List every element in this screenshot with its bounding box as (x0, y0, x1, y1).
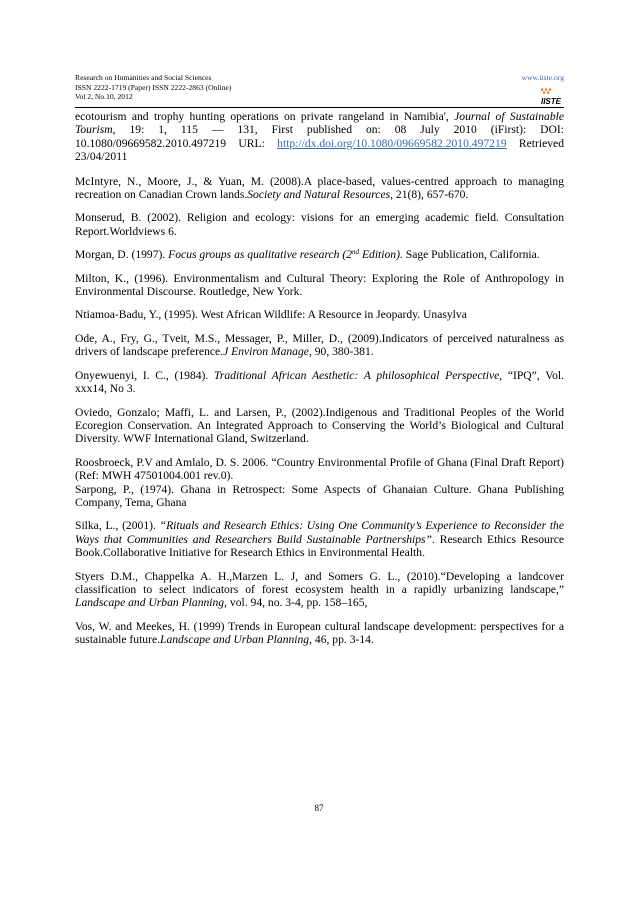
page-header (75, 73, 564, 106)
reference-item: Vos, W. and Meekes, H. (1999) Trends in European cultural landscape development: perspectives for a sustainable future.Landscape and Urban Planning, 46, pp. 3-14. (75, 619, 564, 647)
iiste-logo-icon (540, 88, 562, 106)
reference-item: McIntyre, N., Moore, J., & Yuan, M. (2008).A place-based, values-centred approach to managing recreation on Canadian Crown lands.Society and Natural Resources, 21(8), 657-670. (75, 174, 564, 202)
journal-volume: Vol 2, No.10, 2012 (75, 92, 133, 102)
reference-item: Oviedo, Gonzalo; Maffi, L. and Larsen, P., (2002).Indigenous and Traditional Peoples of the World Ecoregion Conservation. An Integrated Approach to Conserving the World’s Biological and Cultural Diversity. WWF International Gland, Switzerland. (75, 405, 564, 446)
reference-item: Onyewuenyi, I. C., (1984). Traditional African Aesthetic: A philosophical Perspective, “IPQ”, Vol. xxx14, No 3. (75, 368, 564, 396)
logo-text: IISTE (540, 97, 562, 106)
reference-item: Morgan, D. (1997). Focus groups as qualitative research (2nd Edition). Sage Publication, California. (75, 248, 540, 262)
reference-item: ecotourism and trophy hunting operations on private rangeland in Namibia', Journal of Sustainable Tourism, 19: 1, 115 — 131, First published on: 08 July 2010 (iFirst): DOI: 10.1080/09669582.2010.497219 URL: http://dx.doi.org/10.1080/09669582.2010.497219 Retrieved 23/04/2011 (75, 110, 565, 164)
reference-item: Styers D.M., Chappelka A. H.,Marzen L. J, and Somers G. L., (2010).“Developing a landcover classification to select indicators of forest ecosystem health in a rapidly urbanizing landscape,” Landscape and Urban Planning, vol. 94, no. 3-4, pp. 158–165, (75, 569, 564, 610)
header-divider (75, 107, 564, 108)
header-right (522, 73, 564, 83)
reference-item: Ode, A., Fry, G., Tveit, M.S., Messager, P., Miller, D., (2009).Indicators of perceived naturalness as drivers of landscape preference.J Environ Manage, 90, 380-381. (75, 331, 564, 359)
journal-title: Research on Humanities and Social Sciences (75, 73, 212, 82)
journal-issn: ISSN 2222-1719 (Paper) ISSN 2222-2863 (Online) (75, 82, 232, 92)
reference-item: Monserud, B. (2002). Religion and ecology: visions for an emerging academic field. Consultation Report.Worldviews 6. (75, 211, 564, 238)
reference-list (75, 110, 564, 657)
reference-item: Silka, L., (2001). “Rituals and Research Ethics: Using One Community’s Experience to Reconsider the Ways that Communities and Researchers Build Sustainable Partnerships”. Research Ethics Resource Book.Collaborative Initiative for Research Ethics in Environmental Health. (75, 519, 564, 560)
reference-item: Roosbroeck, P.V and Amlalo, D. S. 2006. “Country Environmental Profile of Ghana (Final Draft Report) (Ref: MWH 47501004.001 rev.0). (75, 455, 564, 483)
doi-link[interactable]: http://dx.doi.org/10.1080/09669582.2010.497219 (277, 136, 507, 150)
reference-item: Ntiamoa-Badu, Y., (1995). West African Wildlife: A Resource in Jeopardy. Unasylva (75, 308, 467, 322)
reference-item: Sarpong, P., (1974). Ghana in Retrospect: Some Aspects of Ghanaian Culture. Ghana Publishing Company, Tema, Ghana (75, 482, 564, 509)
journal-url-link[interactable]: www.iiste.org (521, 73, 564, 82)
reference-item: Milton, K., (1996). Environmentalism and Cultural Theory: Exploring the Role of Anthropology in Environmental Discourse. Routledge, New York. (75, 271, 564, 299)
page-number: 87 (314, 803, 324, 813)
